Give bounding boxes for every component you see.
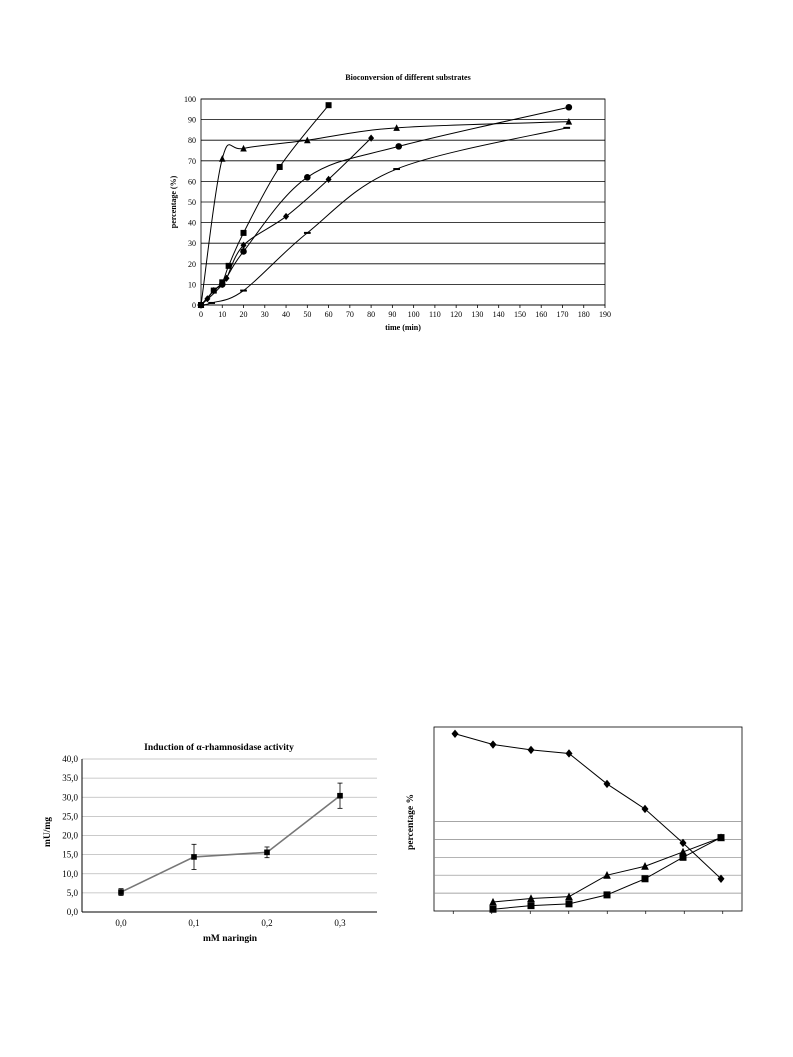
chart2-series-line: [121, 796, 340, 892]
chart1-point-dash: [240, 290, 247, 292]
chart1-y-tick-label: 10: [188, 280, 196, 290]
chart3-plot-frame: [434, 727, 742, 911]
chart1-y-tick-label: 70: [188, 156, 196, 166]
chart2-y-tick-label: 35,0: [62, 773, 78, 784]
chart1-x-tick-label: 50: [303, 310, 312, 319]
chart2-y-label: mU/mg: [43, 816, 53, 848]
chart3-point-square: [680, 854, 687, 861]
chart-percentage: [406, 727, 742, 914]
chart1-point-circle: [566, 104, 573, 111]
chart1-x-tick-label: 120: [450, 310, 463, 319]
chart3-point-square: [718, 834, 725, 841]
chart1-point-square: [326, 102, 332, 108]
chart-bioconversion: [169, 73, 611, 332]
chart2-x-tick-label: 0,3: [334, 918, 346, 928]
chart2-x-label: mM naringin: [202, 934, 258, 944]
chart1-title: Bioconversion of different substrates: [345, 73, 471, 82]
chart1-series-line-square: [201, 105, 329, 305]
chart1-point-dash: [208, 302, 215, 304]
chart1-series-line-triangle: [201, 122, 569, 305]
chart2-point: [337, 793, 343, 799]
chart2-title: Induction of α-rhamnosidase activity: [144, 743, 294, 753]
chart2-y-tick-label: 25,0: [62, 811, 78, 822]
chart1-point-circle: [240, 248, 247, 255]
chart1-y-tick-label: 100: [184, 95, 196, 104]
chart1-y-tick-label: 40: [188, 218, 196, 228]
chart3-point-square: [490, 906, 497, 913]
chart2-point: [118, 889, 124, 895]
chart1-x-label: time (min): [385, 323, 421, 332]
chart1-x-tick-label: 60: [324, 310, 333, 319]
chart1-x-tick-label: 100: [407, 310, 420, 319]
chart2-y-tick-label: 30,0: [62, 792, 78, 803]
chart3-point-square: [566, 900, 573, 907]
chart1-x-tick-label: 110: [429, 310, 441, 319]
chart2-x-tick-label: 0,1: [188, 918, 200, 928]
chart1-x-tick-label: 80: [367, 310, 376, 319]
chart2-series: [118, 783, 343, 895]
chart1-point-square: [277, 164, 283, 170]
chart3-point-diamond: [452, 730, 459, 738]
chart1-y-tick-label: 60: [188, 177, 196, 187]
chart1-point-circle: [304, 174, 311, 181]
chart1-y-tick-label: 80: [188, 136, 196, 146]
chart1-series-line-circle: [201, 107, 569, 305]
chart2-y-tick-label: 0,0: [66, 907, 78, 917]
chart3-point-square: [528, 902, 535, 909]
chart1-y-tick-label: 20: [188, 259, 196, 269]
chart3-point-diamond: [528, 746, 535, 754]
chart1-point-dash: [563, 127, 570, 129]
chart2-y-ticks: [62, 754, 78, 917]
chart1-x-tick-label: 180: [577, 310, 590, 319]
chart1-x-tick-label: 190: [599, 310, 611, 319]
chart1-series-line-dash: [201, 128, 567, 305]
chart1-x-tick-label: 10: [218, 310, 227, 319]
chart1-y-tick-label: 90: [188, 115, 196, 125]
chart-induction: [43, 743, 377, 944]
chart1-y-tick-label: 0: [192, 301, 196, 310]
chart1-x-tick-label: 150: [513, 310, 526, 319]
chart1-x-tick-label: 20: [239, 310, 248, 319]
chart1-x-tick-label: 40: [282, 310, 291, 319]
chart1-x-tick-label: 0: [199, 310, 203, 319]
chart2-y-tick-label: 20,0: [62, 830, 78, 841]
chart3-point-diamond: [642, 805, 649, 813]
chart2-x-tick-label: 0,0: [115, 918, 127, 928]
chart1-x-tick-label: 70: [345, 310, 354, 319]
chart2-x-ticks: [115, 918, 346, 928]
chart1-x-tick-label: 170: [556, 310, 569, 319]
chart3-point-diamond: [490, 740, 497, 748]
chart2-x-tick-label: 0,2: [261, 918, 273, 928]
chart1-x-tick-label: 160: [535, 310, 548, 319]
chart3-point-triangle: [641, 862, 649, 870]
chart1-x-tick-label: 140: [492, 310, 505, 319]
chart2-y-tick-label: 10,0: [62, 868, 78, 879]
chart2-point: [264, 850, 270, 856]
chart3-point-diamond: [566, 749, 573, 757]
chart1-point-circle: [395, 143, 402, 150]
chart1-y-tick-label: 30: [188, 239, 196, 249]
chart1-y-ticks: [184, 95, 196, 310]
chart2-y-tick-label: 40,0: [62, 754, 78, 764]
chart3-point-square: [642, 875, 649, 882]
chart1-point-dash: [393, 168, 400, 170]
chart1-x-ticks: [199, 305, 611, 319]
chart1-point-diamond: [283, 213, 289, 220]
chart1-point-dash: [198, 304, 205, 306]
chart3-y-label: percentage %: [406, 793, 416, 851]
chart1-x-tick-label: 30: [260, 310, 269, 319]
chart1-point-triangle: [219, 155, 226, 162]
chart3-point-diamond: [604, 780, 611, 788]
chart3-point-square: [604, 891, 611, 898]
chart2-point: [191, 854, 197, 860]
chart1-x-tick-label: 130: [471, 310, 484, 319]
chart1-point-square: [241, 230, 247, 236]
chart1-y-tick-label: 50: [188, 198, 196, 207]
chart1-series: [198, 102, 573, 308]
chart1-point-dash: [304, 232, 311, 234]
chart2-y-tick-label: 5,0: [66, 887, 78, 898]
chart1-x-tick-label: 90: [388, 310, 397, 319]
chart1-y-label: percentage (%): [169, 175, 178, 229]
chart2-y-tick-label: 15,0: [62, 849, 78, 860]
